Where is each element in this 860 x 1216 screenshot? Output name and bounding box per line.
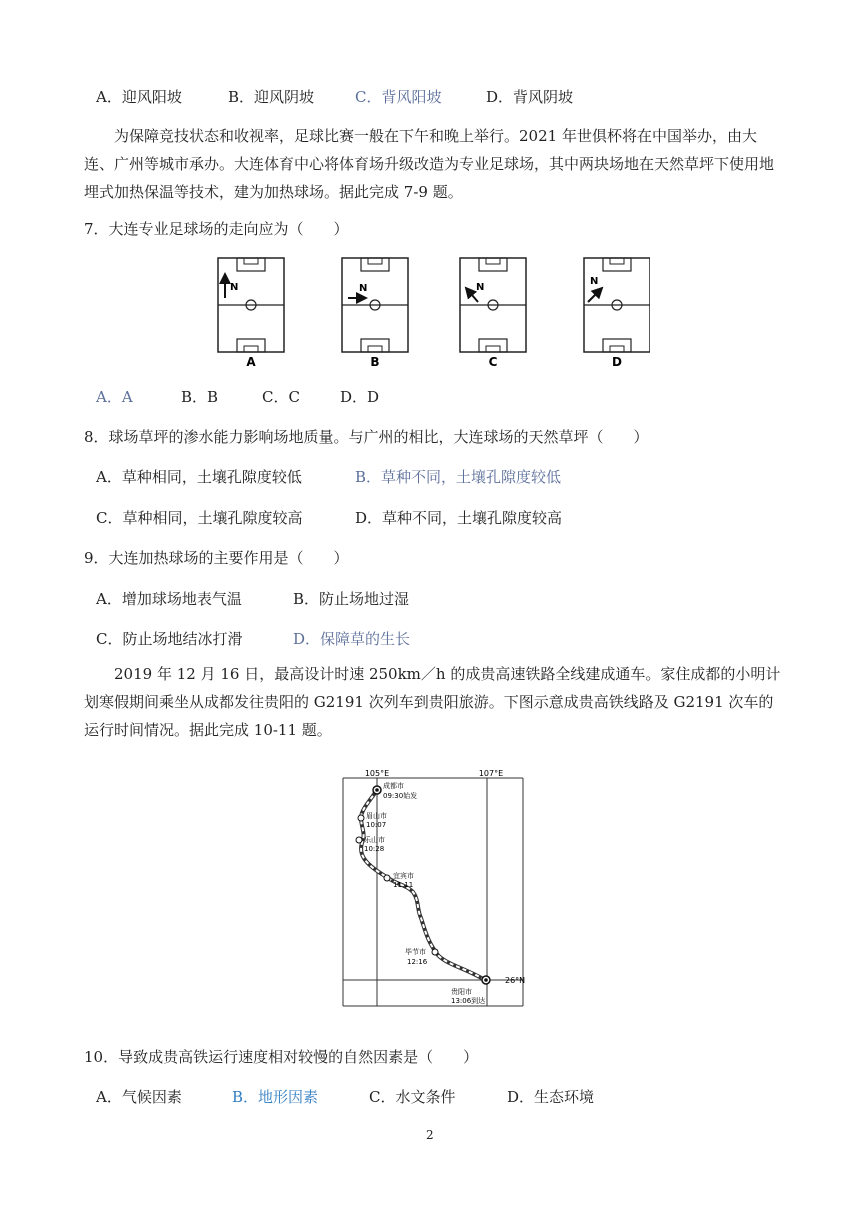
stadium-figure-c (460, 258, 526, 352)
stadium-figure-d (584, 258, 650, 352)
q9-stem: 9．大连加热球场的主要作用是（ ） (84, 549, 349, 567)
railway-route-map (335, 768, 535, 1008)
north-label-d: N (590, 276, 599, 287)
svg-text:乐山市: 乐山市 (364, 836, 385, 844)
stadium-figure-a (218, 258, 284, 352)
svg-text:10:07: 10:07 (366, 821, 387, 829)
svg-text:眉山市: 眉山市 (366, 812, 387, 820)
svg-text:宜宾市: 宜宾市 (393, 872, 414, 880)
lon-label-left: 105°E (364, 769, 390, 778)
q9-option-b: B．防止场地过湿 (293, 590, 410, 608)
north-label-b: N (359, 283, 368, 294)
page-number: 2 (426, 1128, 434, 1142)
q10-option-a: A．气候因素 (96, 1088, 182, 1106)
lon-label-right: 107°E (478, 769, 504, 778)
q7-option-b: B．B (181, 388, 219, 406)
intro-paragraph-stadium: 为保障竞技状态和收视率，足球比赛一般在下午和晚上举行。2021 年世俱杯将在中国举办，由大连、广州等城市承办。大连体育中心将体育场升级改造为专业足球场，其中两块场地在天然草坪下使用地埋式加热保温等技术，建为加热球场。据此完成 7-9 题。 (84, 127, 775, 201)
q6-option-b: B．迎风阴坡 (228, 88, 315, 106)
figure-label-d: D (612, 355, 622, 369)
intro-paragraph-railway: 2019 年 12 月 16 日，最高设计时速 250km／h 的成贵高速铁路全线建成通车。家住成都的小明计划寒假期间乘坐从成都发往贵阳的 G2191 次列车到贵阳旅游。下图示意成贵高铁线路及 G2191 次车的运行时间情况。据此完成 10-11 题。 (84, 665, 781, 739)
north-label-c: N (476, 282, 485, 293)
stadium-figure-b (342, 258, 408, 352)
figure-label-c: C (488, 355, 498, 369)
q8-option-c: C．草种相同，土壤孔隙度较高 (96, 509, 303, 527)
q8-option-a: A．草种相同，土壤孔隙度较低 (96, 468, 302, 486)
q7-stem: 7．大连专业足球场的走向应为（ ） (84, 220, 349, 238)
svg-text:10:28: 10:28 (364, 845, 385, 853)
q10-option-d: D．生态环境 (507, 1088, 595, 1106)
station-bijie (405, 947, 438, 966)
q8-option-d: D．草种不同，土壤孔隙度较高 (355, 509, 563, 527)
lat-label: 26°N (505, 976, 526, 985)
q10-option-b: B．地形因素 (232, 1088, 319, 1106)
station-yibin (384, 871, 414, 889)
q7-option-c: C．C (262, 388, 300, 406)
q10-stem: 10．导致成贵高铁运行速度相对较慢的自然因素是（ ） (84, 1048, 479, 1066)
svg-text:11:11: 11:11 (393, 881, 414, 889)
north-label-a: N (230, 282, 239, 293)
figure-label-a: A (246, 355, 256, 369)
svg-text:12:16: 12:16 (407, 958, 428, 966)
q8-stem: 8．球场草坪的渗水能力影响场地质量。与广州的相比，大连球场的天然草坪（ ） (84, 428, 649, 446)
q6-option-a: A．迎风阳坡 (96, 88, 182, 106)
station-chengdu (373, 781, 417, 800)
q10-option-c: C．水文条件 (369, 1088, 456, 1106)
q9-option-d: D．保障草的生长 (293, 630, 411, 648)
svg-text:贵阳市: 贵阳市 (451, 988, 472, 996)
q6-option-c: C．背风阳坡 (355, 88, 442, 106)
q9-option-c: C．防止场地结冰打滑 (96, 630, 243, 648)
svg-text:13:06到达: 13:06到达 (451, 997, 486, 1005)
q7-option-d: D．D (340, 388, 380, 406)
q7-option-a: A．A (96, 388, 133, 406)
q7-stadium-figures (210, 254, 650, 370)
svg-text:09:30始发: 09:30始发 (383, 792, 418, 800)
figure-label-b: B (370, 355, 380, 369)
q8-option-b: B．草种不同，土壤孔隙度较低 (355, 468, 562, 486)
svg-text:成都市: 成都市 (383, 782, 404, 790)
q6-option-d: D．背风阴坡 (486, 88, 574, 106)
q9-option-a: A．增加球场地表气温 (96, 590, 242, 608)
svg-text:毕节市: 毕节市 (405, 948, 426, 956)
